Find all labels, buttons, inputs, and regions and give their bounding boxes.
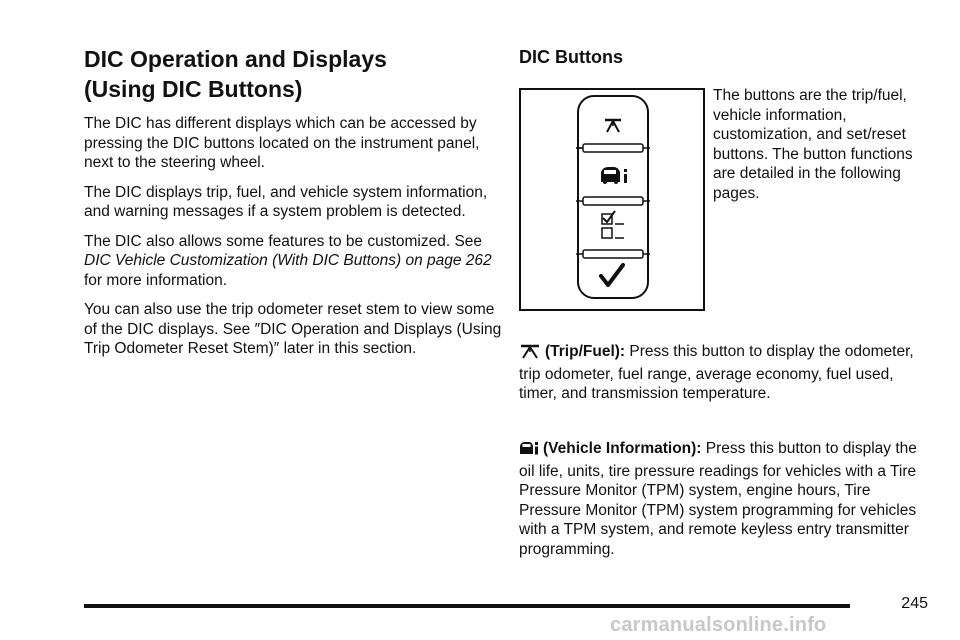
buttons-summary-text: The buttons are the trip/fuel, vehicle information, customization, and set/reset buttons. The button functions are detailed in the following pages. [713, 87, 913, 202]
trip-fuel-description [519, 342, 929, 404]
page-number: 245 [901, 595, 928, 612]
section-title-line1: DIC Operation and Displays [84, 46, 387, 72]
section-title-line2: (Using DIC Buttons) [84, 76, 303, 102]
dic-buttons-heading: DIC Buttons [519, 47, 623, 67]
footer-rule [84, 604, 850, 608]
separator-2 [576, 197, 650, 205]
dic-button-panel-svg [521, 90, 703, 309]
customize-text-before: The DIC also allows some features to be customized. See [84, 232, 483, 250]
trip-fuel-label: (Trip/Fuel): [545, 343, 626, 360]
vehicle-info-description [519, 439, 929, 559]
customize-text-after: for more information. [84, 271, 227, 289]
trip-fuel-text: Press this button to display the odometer, trip odometer, fuel range, average economy, fuel used, timer, and transmission temperature. [519, 343, 914, 402]
paragraph-reset-stem: You can also use the trip odometer reset stem to view some of the DIC displays. See ″DIC Operation and Displays (Using Trip Odometer Reset Stem)″ later in this section. [84, 301, 502, 357]
paragraph-displays: The DIC displays trip, fuel, and vehicle system information, and warning messages if a system problem is detected. [84, 183, 488, 220]
customize-page-reference[interactable]: DIC Vehicle Customization (With DIC Buttons) on page 262 [84, 252, 492, 269]
section-title [84, 44, 504, 104]
vehicle-info-label: (Vehicle Information): [543, 440, 702, 457]
separator-1 [576, 144, 650, 152]
separator-3 [576, 250, 650, 258]
paragraph-customize [84, 232, 504, 291]
vehicle-info-text: Press this button to display the oil life, units, tire pressure readings for vehicles with a Tire Pressure Monitor (TPM) system, engine hours, Tire Pressure Monitor (TPM) system programming for vehicles with a TPM system, and remote keyless entry transmitter programming. [519, 440, 917, 558]
trip-fuel-icon [519, 343, 541, 365]
vehicle-info-icon [519, 440, 539, 462]
watermark: carmanualsonline.info [610, 614, 827, 636]
right-column [519, 44, 929, 558]
left-column [84, 44, 504, 369]
paragraph-intro: The DIC has different displays which can be accessed by pressing the DIC buttons located on the instrument panel, next to the steering wheel. [84, 115, 480, 171]
buttons-summary [713, 86, 925, 203]
dic-button-panel-figure [519, 88, 705, 311]
